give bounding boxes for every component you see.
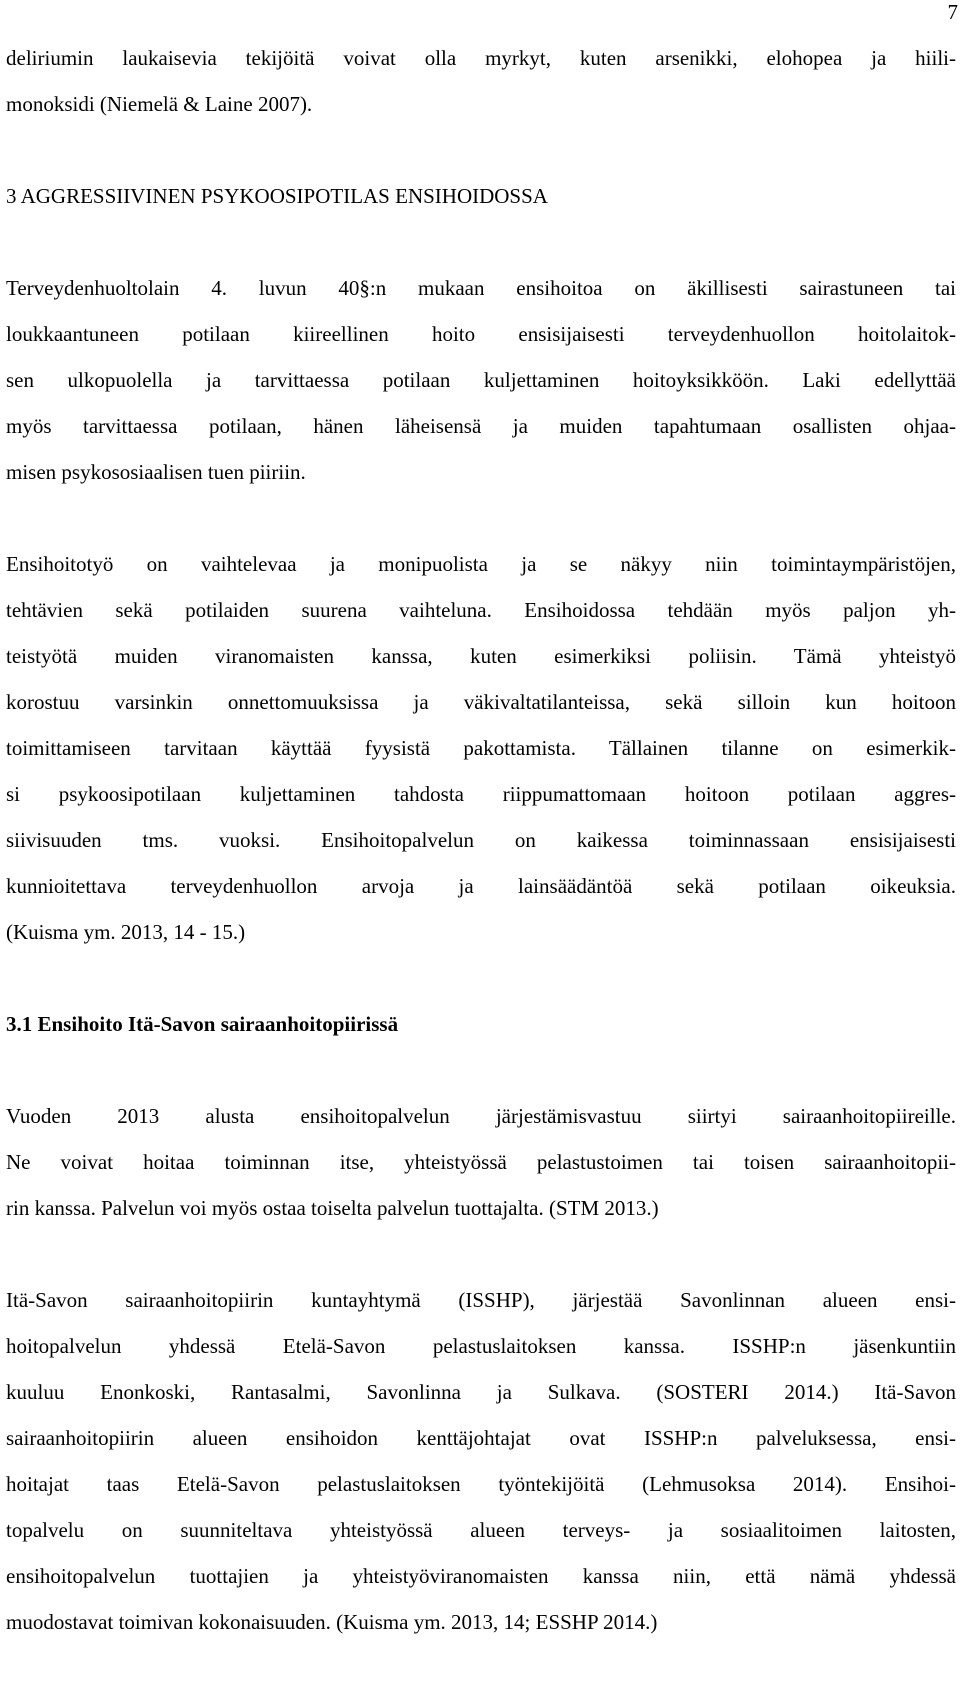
spacer [6,1047,956,1093]
spacer [6,495,956,541]
text-line: muodostavat toimivan kokonaisuuden. (Kuisma ym. 2013, 14; ESSHP 2014.) [6,1610,658,1634]
text-line: Ne voivat hoitaa toiminnan itse, yhteistyössä pelastustoimen tai toisen sairaanhoitopii- [6,1150,956,1174]
paragraph-legislation [6,265,956,495]
text-line: Itä-Savon sairaanhoitopiirin kuntayhtymä (ISSHP), järjestää Savonlinnan alueen ensi- [6,1288,956,1312]
text-line: hoitajat taas Etelä-Savon pelastuslaitoksen työntekijöitä (Lehmusoksa 2014). Ensihoi- [6,1472,956,1496]
text-line: ensihoitopalvelun tuottajien ja yhteistyöviranomaisten kanssa niin, että nämä yhdessä [6,1564,956,1588]
text-line: monoksidi (Niemelä & Laine 2007). [6,92,313,116]
text-line: siivisuuden tms. vuoksi. Ensihoitopalvelun on kaikessa toiminnassaan ensisijaisesti [6,828,956,852]
text-line: sen ulkopuolella ja tarvittaessa potilaan kuljettaminen hoitoyksikköön. Laki edellyttää [6,368,956,392]
spacer [6,955,956,1001]
text-line: Ensihoitotyö on vaihtelevaa ja monipuolista ja se näkyy niin toimintaympäristöjen, [6,552,956,576]
text-line: sairaanhoitopiirin alueen ensihoidon kenttäjohtajat ovat ISSHP:n palveluksessa, ensi- [6,1426,956,1450]
page-number: 7 [947,0,958,24]
text-line: si psykoosipotilaan kuljettaminen tahdosta riippumattomaan hoitoon potilaan aggres- [6,782,956,806]
spacer [6,1231,956,1277]
text-line: misen psykososiaalisen tuen piiriin. [6,460,306,484]
paragraph-responsibility [6,1093,956,1231]
text-line: kunnioitettava terveydenhuollon arvoja ja lainsäädäntöä sekä potilaan oikeuksia. [6,874,956,898]
text-line: loukkaantuneen potilaan kiireellinen hoito ensisijaisesti terveydenhuollon hoitolaitok- [6,322,956,346]
spacer [6,127,956,173]
text-line: myös tarvittaessa potilaan, hänen läheisensä ja muiden tapahtumaan osallisten ohjaa- [6,414,956,438]
text-line: korostuu varsinkin onnettomuuksissa ja väkivaltatilanteissa, sekä silloin kun hoitoon [6,690,956,714]
section-heading-3-1: 3.1 Ensihoito Itä-Savon sairaanhoitopiirissä [6,1012,399,1036]
text-line: rin kanssa. Palvelun voi myös ostaa toiselta palvelun tuottajalta. (STM 2013.) [6,1196,659,1220]
paragraph-isshp [6,1277,956,1645]
text-line: (Kuisma ym. 2013, 14 - 15.) [6,920,246,944]
text-line: Vuoden 2013 alusta ensihoitopalvelun järjestämisvastuu siirtyi sairaanhoitopiireille. [6,1104,956,1128]
text-line: kuuluu Enonkoski, Rantasalmi, Savonlinna ja Sulkava. (SOSTERI 2014.) Itä-Savon [6,1380,956,1404]
text-line: hoitopalvelun yhdessä Etelä-Savon pelastuslaitoksen kanssa. ISSHP:n jäsenkuntiin [6,1334,956,1358]
text-line: toimittamiseen tarvitaan käyttää fyysistä pakottamista. Tällainen tilanne on esimerkik- [6,736,956,760]
text-line: tehtävien sekä potilaiden suurena vaihteluna. Ensihoidossa tehdään myös paljon yh- [6,598,956,622]
spacer [6,219,956,265]
text-line: deliriumin laukaisevia tekijöitä voivat olla myrkyt, kuten arsenikki, elohopea ja hiili- [6,46,956,70]
page-content [6,35,956,1645]
text-line: Terveydenhuoltolain 4. luvun 40§:n mukaan ensihoitoa on äkillisesti sairastuneen tai [6,276,956,300]
text-line: topalvelu on suunniteltava yhteistyössä alueen terveys- ja sosiaalitoimen laitosten, [6,1518,956,1542]
section-heading-3: 3 AGGRESSIIVINEN PSYKOOSIPOTILAS ENSIHOIDOSSA [6,184,548,208]
text-line: teistyötä muiden viranomaisten kanssa, kuten esimerkiksi poliisin. Tämä yhteistyö [6,644,956,668]
paragraph-intro [6,35,956,127]
paragraph-emergency-work [6,541,956,955]
